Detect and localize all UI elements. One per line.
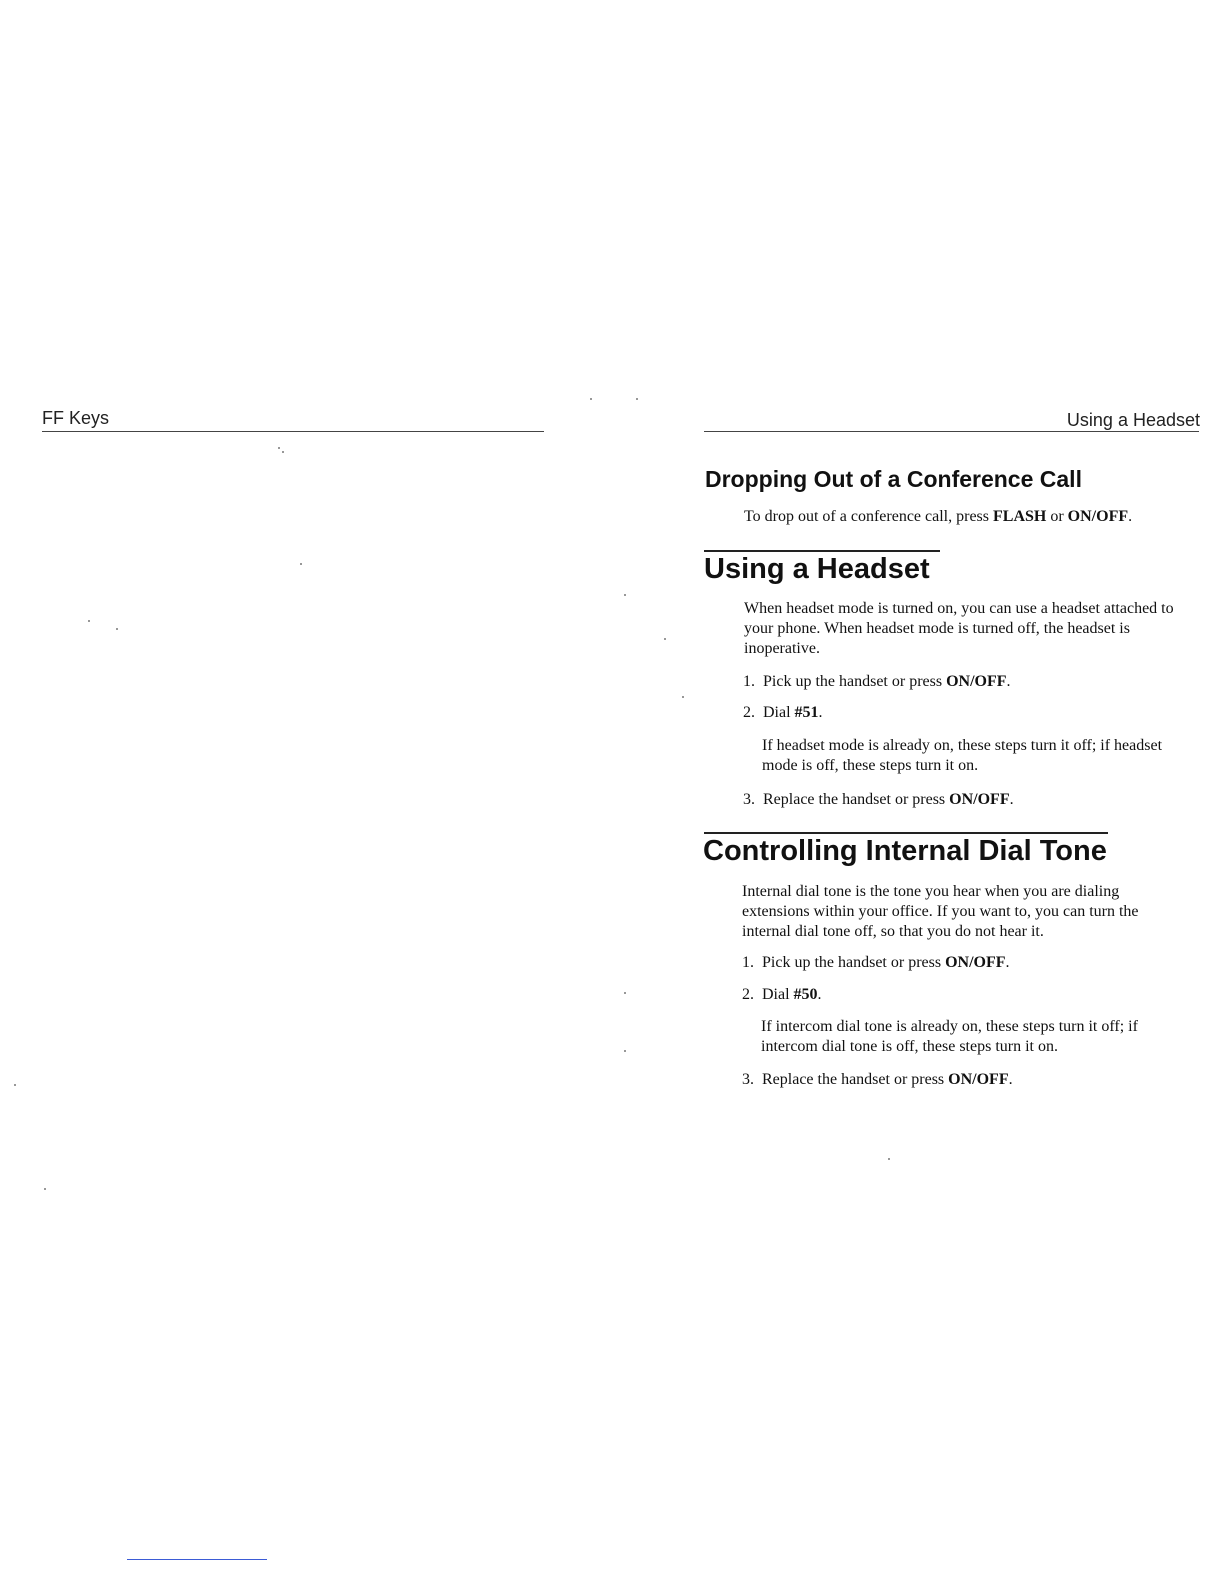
right-header-rule bbox=[704, 431, 1199, 432]
step-number: 1. bbox=[742, 954, 754, 971]
chapter-heading-dial-tone: Controlling Internal Dial Tone bbox=[703, 835, 1107, 867]
on-off-key-label: ON/OFF bbox=[1067, 508, 1129, 525]
scan-speck bbox=[636, 398, 638, 400]
step-key: ON/OFF bbox=[946, 673, 1007, 690]
scan-speck bbox=[14, 1084, 16, 1086]
dropping-paragraph bbox=[744, 507, 1184, 527]
footer-rule bbox=[127, 1559, 267, 1560]
step-number: 1. bbox=[743, 673, 755, 690]
scan-speck bbox=[590, 398, 592, 400]
section-heading-dropping: Dropping Out of a Conference Call bbox=[705, 466, 1082, 492]
chapter-rule-headset bbox=[704, 550, 940, 552]
scan-speck bbox=[300, 563, 302, 565]
scan-speck bbox=[624, 594, 626, 596]
headset-step-2 bbox=[743, 703, 823, 723]
right-running-head: Using a Headset bbox=[1066, 410, 1200, 430]
step-end: . bbox=[1009, 791, 1014, 808]
headset-note: If headset mode is already on, these steps turn it off; if headset mode is off, these steps turn it on. bbox=[762, 737, 1163, 774]
headset-intro: When headset mode is turned on, you can use a headset attached to your phone. When headset mode is turned off, the headset is inoperative. bbox=[744, 600, 1174, 657]
step-end: . bbox=[1005, 954, 1010, 971]
scan-speck bbox=[282, 451, 284, 453]
scan-speck bbox=[664, 638, 666, 640]
dial-tone-step-2 bbox=[742, 985, 822, 1005]
step-end: . bbox=[1008, 1071, 1013, 1088]
dropping-text-mid: or bbox=[1046, 508, 1068, 525]
scan-speck bbox=[682, 696, 684, 698]
step-end: . bbox=[818, 704, 823, 721]
scan-speck bbox=[88, 620, 90, 622]
step-text: Pick up the handset or press bbox=[762, 954, 946, 971]
scan-speck bbox=[44, 1188, 46, 1190]
step-number: 2. bbox=[742, 986, 754, 1003]
scan-speck bbox=[278, 447, 280, 449]
scan-speck bbox=[116, 628, 118, 630]
scan-speck bbox=[624, 992, 626, 994]
chapter-heading-headset: Using a Headset bbox=[704, 553, 930, 585]
step-end: . bbox=[1006, 673, 1011, 690]
dial-tone-intro: Internal dial tone is the tone you hear when you are dialing extensions within your office. If you want to, you can turn the internal dial tone off, so that you do not hear it. bbox=[742, 883, 1139, 940]
step-key: ON/OFF bbox=[949, 791, 1010, 808]
dropping-text: To drop out of a conference call, press bbox=[744, 508, 993, 525]
headset-step-1 bbox=[743, 672, 1011, 692]
scan-speck bbox=[888, 1158, 890, 1160]
step-text: Replace the handset or press bbox=[763, 791, 950, 808]
scan-speck bbox=[624, 1050, 626, 1052]
dial-tone-step-3 bbox=[742, 1070, 1013, 1090]
step-text: Replace the handset or press bbox=[762, 1071, 949, 1088]
step-number: 2. bbox=[743, 704, 755, 721]
headset-step-3 bbox=[743, 790, 1014, 810]
dropping-text-end: . bbox=[1128, 508, 1133, 525]
step-key: ON/OFF bbox=[948, 1071, 1009, 1088]
flash-key-label: FLASH bbox=[993, 508, 1047, 525]
dial-tone-step-1 bbox=[742, 953, 1010, 973]
step-text: Dial bbox=[763, 704, 795, 721]
left-running-head: FF Keys bbox=[42, 408, 110, 428]
step-key: ON/OFF bbox=[945, 954, 1006, 971]
step-number: 3. bbox=[743, 791, 755, 808]
step-text: Dial bbox=[762, 986, 794, 1003]
dial-tone-note: If intercom dial tone is already on, these steps turn it off; if intercom dial tone is off, these steps turn it on. bbox=[761, 1018, 1138, 1055]
step-text: Pick up the handset or press bbox=[763, 673, 947, 690]
step-end: . bbox=[817, 986, 822, 1003]
step-number: 3. bbox=[742, 1071, 754, 1088]
left-header-rule bbox=[42, 431, 544, 432]
chapter-rule-dial-tone bbox=[704, 832, 1108, 834]
step-key: #51 bbox=[794, 704, 819, 721]
step-key: #50 bbox=[793, 986, 818, 1003]
